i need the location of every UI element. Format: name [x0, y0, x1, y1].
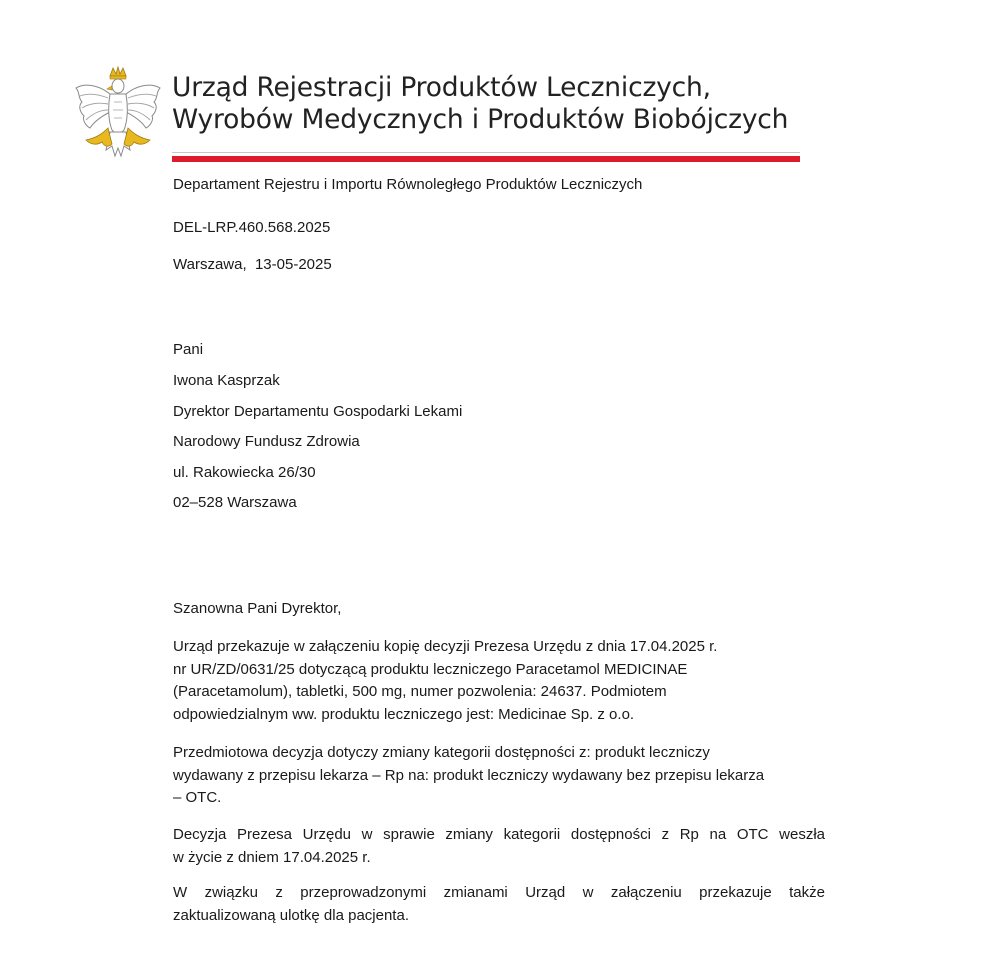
paragraph-4 — [173, 882, 825, 927]
paragraph-1 — [173, 636, 825, 726]
paragraph-1-line: Urząd przekazuje w załączeniu kopię decyzji Prezesa Urzędu z dnia 17.04.2025 r. — [173, 638, 718, 655]
paragraph-1-line: nr UR/ZD/0631/25 dotyczącą produktu leczniczego Paracetamol MEDICINAE — [173, 660, 688, 678]
paragraph-4-line: W związku z przeprowadzonymi zmianami Urząd w załączeniu przekazuje także — [173, 884, 825, 901]
recipient-title: Pani — [173, 341, 204, 358]
header-divider-red — [172, 156, 800, 162]
recipient-city: 02–528 Warszawa — [173, 494, 297, 511]
recipient-position: Dyrektor Departamentu Gospodarki Lekami — [173, 403, 463, 420]
recipient-name: Iwona Kasprzak — [173, 372, 280, 389]
recipient-street: ul. Rakowiecka 26/30 — [173, 464, 316, 481]
paragraph-2 — [173, 742, 825, 810]
paragraph-2-line: – OTC. — [173, 789, 222, 806]
office-name-line-1: Urząd Rejestracji Produktów Leczniczych, — [172, 72, 711, 103]
paragraph-2-line: Przedmiotowa decyzja dotyczy zmiany kategorii dostępności z: produkt leczniczy — [173, 744, 710, 761]
reference-number: DEL-LRP.460.568.2025 — [173, 219, 331, 236]
paragraph-1-line: (Paracetamolum), tabletki, 500 mg, numer pozwolenia: 24637. Podmiotem — [173, 683, 667, 700]
office-name — [172, 72, 822, 136]
header-divider-thin — [172, 152, 800, 153]
recipient-organization: Narodowy Fundusz Zdrowia — [173, 433, 360, 450]
paragraph-2-line: wydawany z przepisu lekarza – Rp na: produkt leczniczy wydawany bez przepisu lekarza — [173, 766, 765, 784]
department-name: Departament Rejestru i Importu Równoległego Produktów Leczniczych — [173, 176, 643, 193]
paragraph-3-line: Decyzja Prezesa Urzędu w sprawie zmiany kategorii dostępności z Rp na OTC weszła — [173, 826, 825, 843]
paragraph-4-line: zaktualizowaną ulotkę dla pacjenta. — [173, 906, 409, 924]
greeting: Szanowna Pani Dyrektor, — [173, 600, 342, 617]
paragraph-3-line: w życie z dniem 17.04.2025 r. — [173, 848, 371, 866]
polish-eagle-icon — [72, 66, 164, 164]
office-name-line-2: Wyrobów Medycznych i Produktów Biobójczych — [172, 104, 789, 135]
paragraph-1-line: odpowiedzialnym ww. produktu leczniczego jest: Medicinae Sp. z o.o. — [173, 705, 635, 723]
paragraph-3 — [173, 824, 825, 869]
place-and-date: Warszawa, 13-05-2025 — [173, 256, 332, 273]
